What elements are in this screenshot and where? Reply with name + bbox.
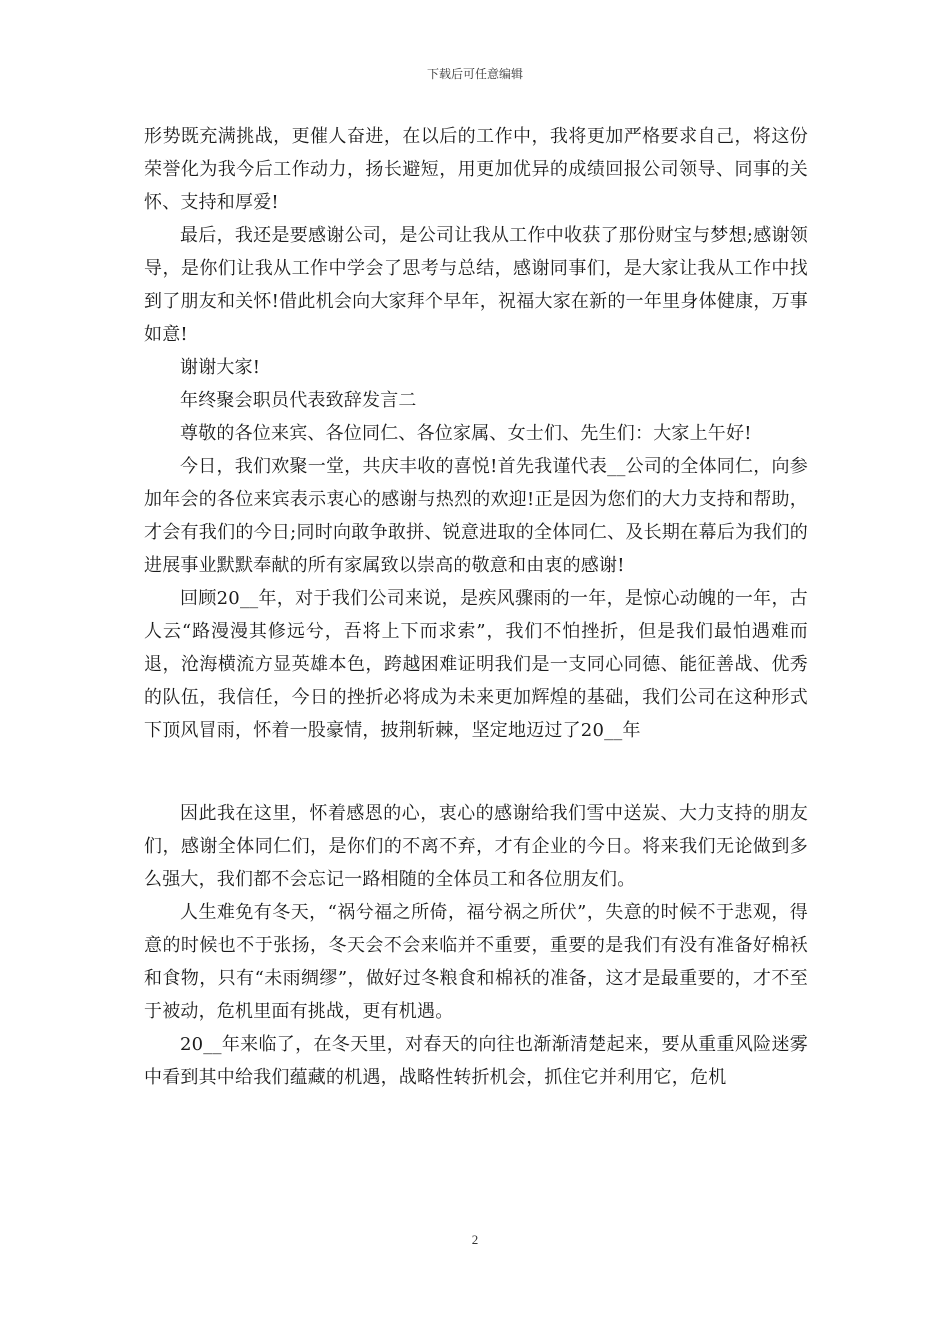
paragraph: 谢谢大家! [180,357,261,378]
salutation: 尊敬的各位来宾、各位同仁、各位家属、女士们、先生们：大家上午好! [180,423,752,444]
paragraph: 回顾20__年，对于我们公司来说，是疾风骤雨的一年，是惊心动魄的一年，古人云“路漫漫其修远兮，吾将上下而求索”，我们不怕挫折，但是我们最怕遇难而退，沧海横流方显英雄本色，跨越困难证明我们是一支同心同德、能征善战、优秀的队伍，我信任，今日的挫折必将成为未来更加辉煌的基础，我们公司在这种形式下顶风冒雨，怀着一股豪情，披荆斩棘，坚定地迈过了20__年 [144,588,808,741]
section-heading: 年终聚会职员代表致辞发言二 [180,390,417,411]
paragraph: 因此我在这里，怀着感恩的心，衷心的感谢给我们雪中送炭、大力支持的朋友们，感谢全体同仁们，是你们的不离不弃，才有企业的今日。将来我们无论做到多么强大，我们都不会忘记一路相随的全体员工和各位朋友们。 [144,803,808,890]
paragraph: 今日，我们欢聚一堂，共庆丰收的喜悦!首先我谨代表__公司的全体同仁，向参加年会的各位来宾表示衷心的感谢与热烈的欢迎!正是因为您们的大力支持和帮助，才会有我们的今日;同时向敢争敢拼、锐意进取的全体同仁、及长期在幕后为我们的进展事业默默奉献的所有家属致以崇高的敬意和由衷的感谢! [144,456,808,576]
paragraph: 形势既充满挑战，更催人奋进，在以后的工作中，我将更加严格要求自己，将这份荣誉化为我今后工作动力，扬长避短，用更加优异的成绩回报公司领导、同事的关怀、支持和厚爱! [144,126,808,213]
paragraph: 人生难免有冬天，“祸兮福之所倚，福兮祸之所伏”，失意的时候不于悲观，得意的时候也不于张扬，冬天会不会来临并不重要，重要的是我们有没有准备好棉袄和食物，只有“未雨绸缪”，做好过冬粮食和棉袄的准备，这才是最重要的，才不至于被动，危机里面有挑战，更有机遇。 [144,902,808,1022]
paragraph: 最后，我还是要感谢公司，是公司让我从工作中收获了那份财宝与梦想;感谢领导，是你们让我从工作中学会了思考与总结，感谢同事们，是大家让我从工作中找到了朋友和关怀!借此机会向大家拜个早年，祝福大家在新的一年里身体健康，万事如意! [144,225,808,345]
paragraph: 20__年来临了，在冬天里，对春天的向往也渐渐清楚起来，要从重重风险迷雾中看到其中给我们蕴藏的机遇，战略性转折机会，抓住它并利用它，危机 [144,1034,808,1088]
document-body [144,120,808,1094]
paragraph-gap [144,747,808,797]
page-header: 下载后可任意编辑 [426,67,523,81]
page-number: 2 [471,1232,479,1247]
